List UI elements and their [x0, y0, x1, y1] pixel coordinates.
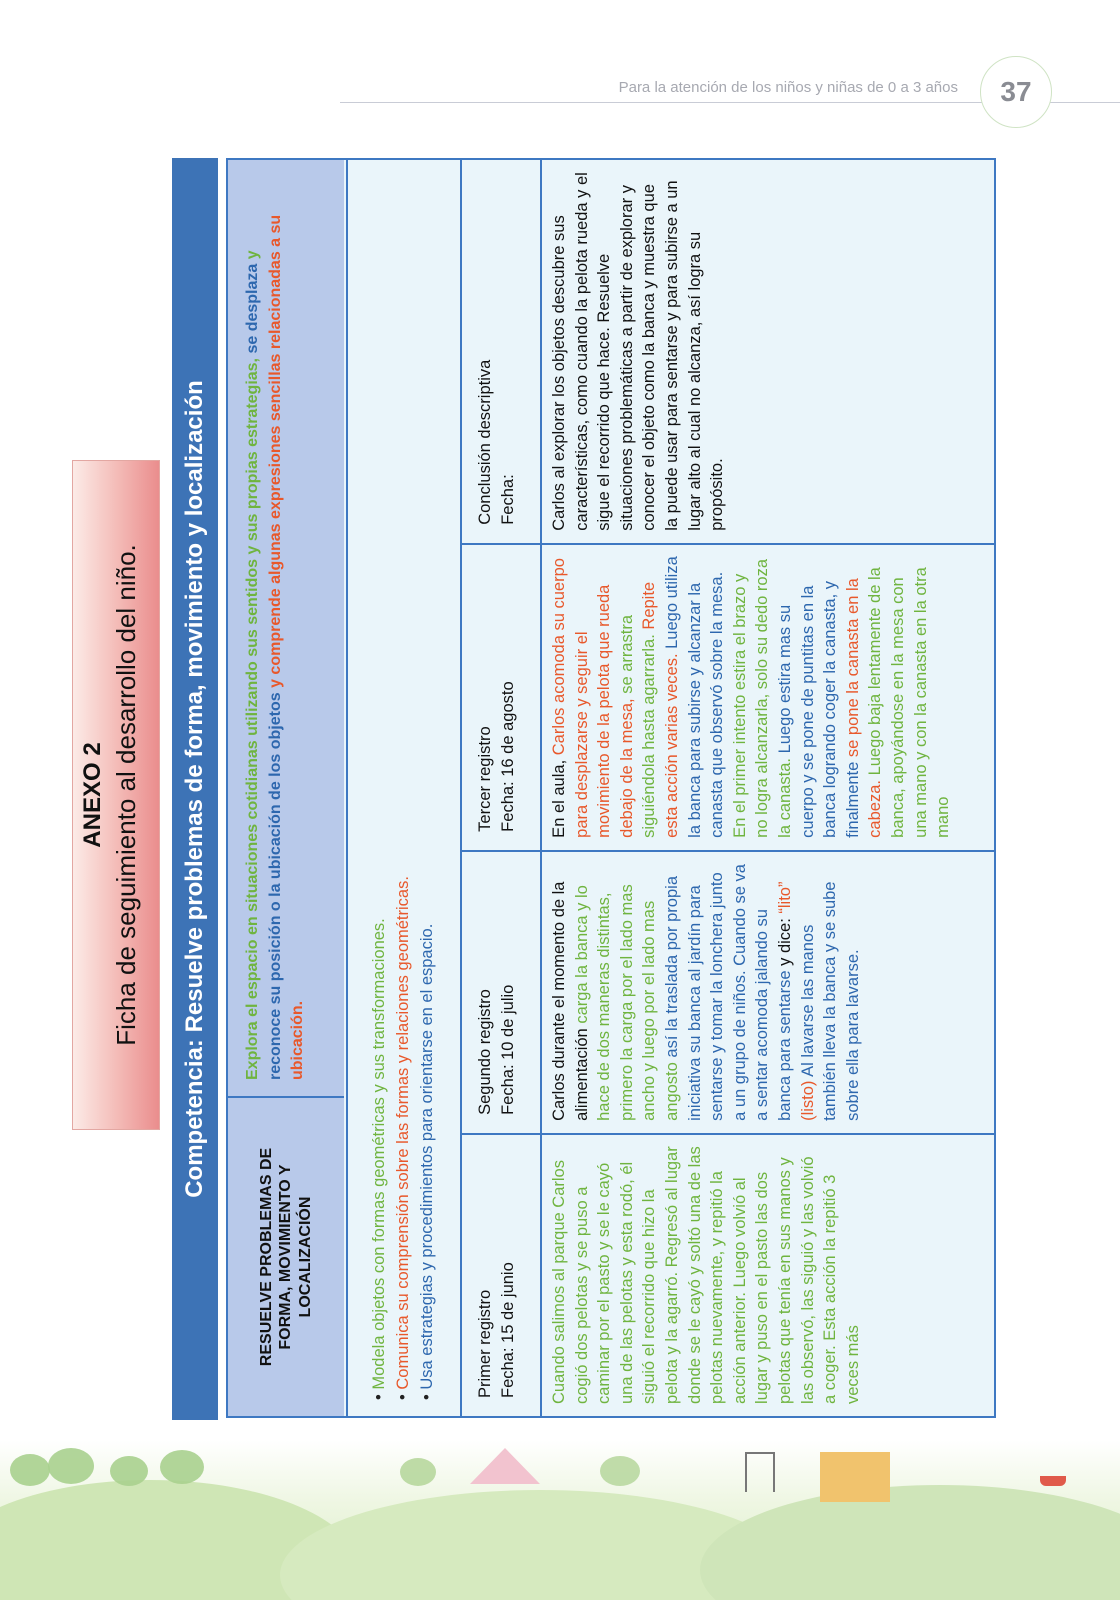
text-segment: carga la banca y lo hace de dos maneras distintas, primero la carga por el lado mas ancho y luego por el lado mas angosto — [572, 884, 681, 1121]
text-segment: reconoce su posición o la ubicación de los objetos — [266, 692, 284, 1080]
record-column — [462, 543, 996, 850]
text-segment: Luego baja lentamente de la banca, apoyándose en la mesa con una mano y con la canasta en la otra mano — [866, 567, 953, 838]
text-segment: se pone la canasta en la cabeza. — [843, 578, 885, 838]
competency-description — [228, 160, 344, 1096]
text-segment: En el primer intento estira el brazo y no logra alcanzarla, solo su dedo roza la canasta. — [730, 558, 794, 838]
anexo-box — [72, 460, 160, 1130]
text-segment: comprende algunas expresiones sencillas relacionadas a su ubicación. — [266, 214, 307, 1080]
record-title: Tercer registro — [476, 726, 494, 832]
tree-shape — [160, 1450, 204, 1484]
record-header — [462, 852, 542, 1133]
text-segment: Luego estira mas su cuerpo y se pone de puntitas en la banca logrando coger la canasta, y finalmente — [775, 580, 862, 838]
playground-house — [820, 1452, 890, 1502]
capacity-item — [416, 176, 440, 1400]
record-date: Fecha: 15 de junio — [499, 1262, 518, 1398]
record-date: Fecha: 16 de agosto — [499, 681, 518, 832]
capacity-text: Usa estrategias y procedimientos para orientarse en el espacio. — [417, 923, 436, 1390]
capacity-text: Comunica su comprensión sobre las formas y relaciones geométricas. — [393, 876, 412, 1390]
records-row — [460, 160, 996, 1416]
capacity-text: Modela objetos con formas geométricas y sus transformaciones. — [370, 918, 388, 1390]
competency-name: RESUELVE PROBLEMAS DE FORMA, MOVIMIENTO Y LOCALIZACIÓN — [228, 1096, 344, 1416]
record-column — [462, 850, 996, 1133]
competency-row — [228, 160, 344, 1416]
record-column — [462, 160, 996, 543]
text-segment: Cuando salimos al parque Carlos cogió dos pelotas y se puso a caminar por el pasto y se le cayó una de las pelotas y esta rodó, él siguió el recorrido que hizo la pelota y la agarró. Regresó al lugar donde se le cayó y soltó una de las pelotas nuevamente, y repitió la acción anterior. Luego volvió al lugar y puso en el pasto las dos pelotas que tenía en sus manos y las observó, las siguió y las volvió a coger. Esta acción la repitió 3 veces más — [550, 1146, 862, 1404]
tree-shape — [48, 1448, 94, 1484]
record-date: Fecha: 10 de julio — [499, 984, 518, 1115]
record-title: Segundo registro — [476, 989, 494, 1115]
text-segment: y — [244, 250, 261, 260]
hill-shape — [700, 1485, 1120, 1600]
text-segment: Carlos durante el momento de la alimentación — [550, 881, 591, 1121]
record-header — [462, 160, 542, 543]
record-header — [462, 1135, 542, 1416]
tree-shape — [10, 1454, 50, 1486]
swing-frame — [745, 1452, 775, 1492]
capacity-item — [392, 176, 416, 1400]
record-body — [542, 160, 996, 543]
record-title: Conclusión descriptiva — [476, 359, 494, 525]
boat-shape — [1040, 1476, 1066, 1486]
text-segment: se desplaza — [244, 259, 261, 358]
roof-shape — [470, 1448, 540, 1484]
text-segment: “lito” (listo) — [775, 881, 817, 1121]
capacity-item — [368, 176, 392, 1400]
competencia-banner: Competencia: Resuelve problemas de forma, movimiento y localización — [172, 158, 218, 1420]
record-body — [542, 852, 996, 1133]
capacities-row — [346, 160, 458, 1416]
record-body — [542, 545, 996, 850]
text-segment: Repite esta acción varias veces. — [640, 581, 681, 838]
footer-illustration — [0, 1440, 1120, 1600]
text-segment: Al lavarse las manos también lleva la banca y se sube sobre ella para lavarse. — [798, 881, 862, 1121]
tracking-table — [226, 158, 996, 1418]
tree-shape — [110, 1456, 148, 1486]
capacities-list — [368, 176, 440, 1400]
text-segment: se arrastra siguiéndola hasta agarrarla. — [617, 614, 659, 838]
anexo-subtitle: Ficha de seguimiento al desarrollo del niño. — [111, 544, 141, 1046]
text-segment: y dice: — [775, 913, 794, 971]
record-column — [462, 1133, 996, 1416]
anexo-title: ANEXO 2 — [79, 742, 106, 848]
record-header — [462, 545, 542, 850]
rotated-content — [72, 158, 1022, 1448]
text-segment: En el aula, — [550, 755, 568, 838]
text-segment: y — [266, 674, 284, 693]
tree-shape — [600, 1456, 640, 1486]
tree-shape — [400, 1458, 436, 1486]
text-segment: Luego utiliza la banca para subirse y alcanzar la canasta que observó sobre la mesa. — [662, 556, 727, 838]
record-date: Fecha: — [499, 474, 518, 525]
text-segment: Carlos al explorar los objetos descubre sus características, como cuando la pelota rueda y el sigue el recorrido que hace. Resuelve situaciones problemáticas a partir de explorar y conocer el objeto como la banca y muestra que la puede usar para sentarse y para subirse a un lugar alto al cual no alcanza, así logra su propósito. — [550, 172, 727, 531]
text-segment: así la traslada por propia iniciativa su banca al jardín para sentarse y tomar la lonchera junto a un grupo de niños. Cuando se va a sentar acomoda jalando su banca para sentarse — [662, 864, 794, 1121]
record-body — [542, 1135, 996, 1416]
page-number: 37 — [980, 56, 1052, 128]
record-title: Primer registro — [476, 1289, 494, 1398]
text-segment: Explora el espacio en situaciones cotidianas utilizando sus sentidos y sus propias estrategias, — [244, 357, 261, 1080]
header-title: Para la atención de los niños y niñas de 0 a 3 años — [618, 79, 958, 96]
text-segment: Carlos acomoda su cuerpo para desplazarse y seguir el movimiento de la pelota que rueda debajo de la mesa, — [550, 558, 636, 838]
